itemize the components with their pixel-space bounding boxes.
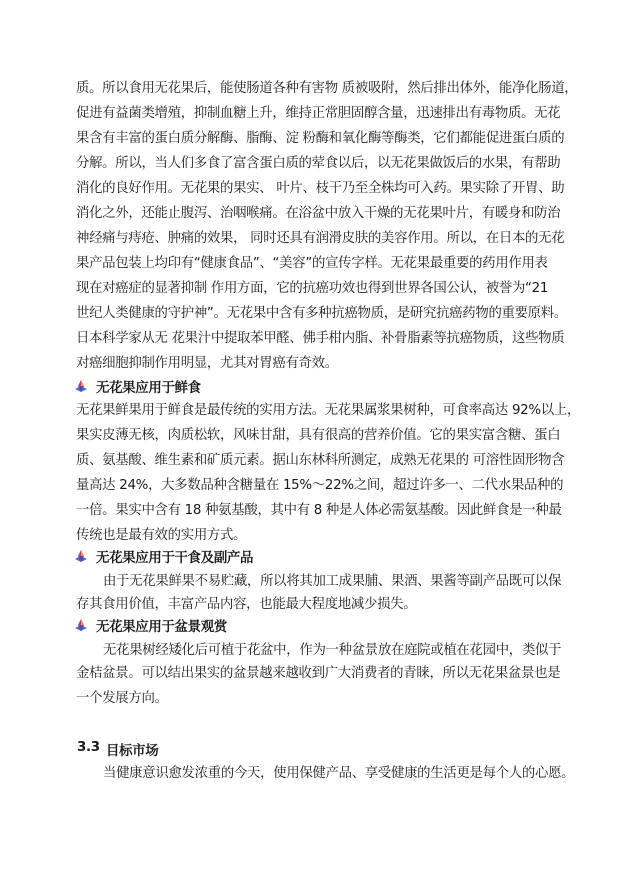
section-heading-dried: 无花果应用于干食及副产品 — [96, 551, 254, 566]
paragraph-line: 促进有益菌类增殖，抑制血糖上升，维持正常胆固醇含量，迅速排出有毒物质。无花 — [76, 106, 561, 121]
paragraph-line: 消化的良好作用。无花果的果实、 叶片、枝干乃至全株均可入药。果实除了开胃、助 — [76, 181, 565, 196]
arrow-bullet-icon — [74, 549, 88, 563]
section-heading-fresh: 无花果应用于鲜食 — [96, 381, 201, 396]
paragraph-line: 世纪人类健康的守护神”。无花果中含有多种抗癌物质，是研究抗癌药物的重要原料。 — [76, 306, 567, 321]
paragraph-line: 一个发展方向。 — [76, 691, 168, 706]
paragraph-line: 现在对癌症的显著抑制 作用方面，它的抗癌功效也得到世界各国公认，被誉为“21 — [76, 281, 549, 296]
section-heading-bonsai: 无花果应用于盆景观赏 — [96, 620, 227, 635]
paragraph-line: 金桔盆景。可以结出果实的盆景越来越收到广大消费者的青睐，所以无花果盆景也是 — [76, 666, 561, 681]
paragraph-line: 消化之外，还能止腹泻、治咽喉痛。在浴盆中放入干燥的无花果叶片，有暖身和防治 — [76, 206, 561, 221]
arrow-bullet-icon — [74, 618, 88, 632]
paragraph-line: 对癌细胞抑制作用明显，尤其对胃癌有奇效。 — [76, 356, 338, 371]
paragraph-line: 神经痛与痔疮、肿痛的效果， 同时还具有润滑皮肤的美容作用。所以，在日本的无花 — [76, 231, 565, 246]
paragraph-line: 果含有丰富的蛋白质分解酶、脂酶、淀 粉酶和氧化酶等酶类，它们都能促进蛋白质的 — [76, 131, 565, 146]
paragraph-line: 存其食用价值，丰富产品内容，也能最大程度地减少损失。 — [76, 597, 417, 612]
paragraph-line: 质。所以食用无花果后，能使肠道各种有害物 质被吸附，然后排出体外，能净化肠道， — [76, 81, 578, 96]
paragraph-line: 无花果树经矮化后可植于花盆中，作为一种盆景放在庭院或植在花园中，类似于 — [103, 643, 562, 658]
paragraph-line: 当健康意识愈发浓重的今天，使用保健产品、享受健康的生活更是每个人的心愿。 — [103, 766, 575, 781]
section-heading-target-market: 目标市场 — [106, 744, 159, 759]
paragraph-line: 质、氨基酸、维生素和矿质元素。据山东林科所测定，成熟无花果的 可溶性固形物含 — [76, 453, 565, 468]
paragraph-line: 果实皮薄无核，肉质松软，风味甘甜，具有很高的营养价值。它的果实富含糖、蛋白 — [76, 428, 561, 443]
paragraph-line: 量高达 24%，大多数品种含糖量在 15%～22%之间，超过许多一、二代水果品种的 — [76, 478, 564, 493]
paragraph-line: 果产品包装上均印有“健康食品”、“美容”的宣传字样。无花果最重要的药用作用表 — [76, 256, 548, 271]
arrow-bullet-icon — [74, 379, 88, 393]
paragraph-line: 日本科学家从无 花果汁中提取苯甲醛、佛手柑内脂、补骨脂素等抗癌物质，这些物质 — [76, 331, 565, 346]
section-number: 3.3 — [77, 740, 100, 755]
paragraph-line: 分解。所以，当人们多食了富含蛋白质的荤食以后，以无花果做饭后的水果，有帮助 — [76, 156, 561, 171]
paragraph-line: 一倍。果实中含有 18 种氨基酸，其中有 8 种是人体必需氨基酸。因此鲜食是一种最 — [76, 503, 562, 518]
paragraph-line: 无花果鲜果用于鲜食是最传统的实用方法。无花果属浆果树种，可食率高达 92%以上， — [76, 403, 581, 418]
paragraph-line: 传统也是最有效的实用方式。 — [76, 528, 247, 543]
paragraph-line: 由于无花果鲜果不易贮藏，所以将其加工成果脯、果酒、果酱等副产品既可以保 — [103, 574, 562, 589]
